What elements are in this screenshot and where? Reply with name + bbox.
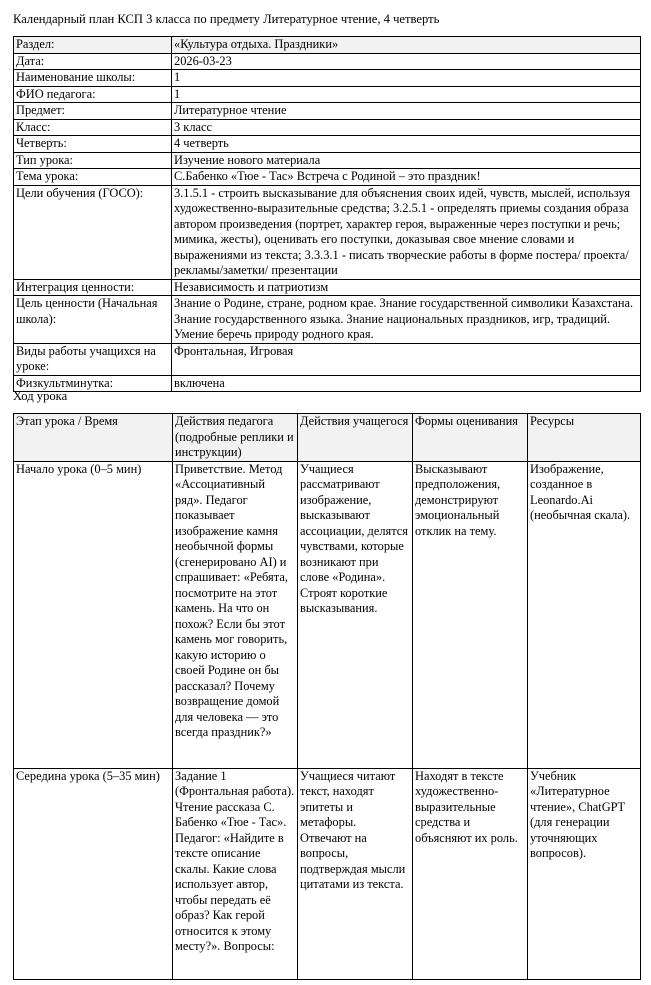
info-value: Литературное чтение	[172, 103, 641, 120]
flow-teacher-actions: Приветствие. Метод «Ассоциативный ряд». Педагог показывает изображение камня необычной формы (сгенерировано AI) и спрашивает: «Ребята, посмотрите на этот камень. На что он похож? Если бы этот камень мог говорить, какую историю о своей Родине он бы рассказал? Почему возвращение домой для человека — это всегда праздник?»	[173, 461, 298, 768]
info-label: Тип урока:	[14, 152, 172, 169]
flow-header-row	[14, 414, 641, 462]
info-value: С.Бабенко «Тюе - Тас» Встреча с Родиной – это праздник!	[172, 169, 641, 186]
info-row	[14, 53, 641, 70]
info-value: 1	[172, 70, 641, 87]
info-row	[14, 119, 641, 136]
info-row	[14, 70, 641, 87]
info-value: 3.1.5.1 - строить высказывание для объяснения своих идей, чувств, мыслей, используя художественно-выразительные средства; 3.2.5.1 - определять приемы создания образа автором произведения (портрет, характер героя, выраженные через поступки и речь; мимика, жесты), оценивать его поступки, доказывая свое мнение словами и выражениями из текста; 3.3.3.1 - писать творческие работы в форме постера/ проекта/ рекламы/заметки/ презентации	[172, 185, 641, 279]
header-teacher: Действия педагога (подробные реплики и инструкции)	[173, 414, 298, 462]
flow-student-actions: Учащиеся рассматривают изображение, высказывают ассоциации, делятся чувствами, которые возникают при слове «Родина». Строят короткие высказывания.	[298, 461, 413, 768]
flow-stage: Середина урока (5–35 мин)	[14, 768, 173, 979]
lesson-flow-table	[13, 413, 641, 980]
info-value: 1	[172, 86, 641, 103]
flow-resources: Учебник «Литературное чтение», ChatGPT (для генерации уточняющих вопросов).	[528, 768, 641, 979]
info-row	[14, 103, 641, 120]
info-row	[14, 296, 641, 344]
info-row	[14, 152, 641, 169]
info-value: 3 класс	[172, 119, 641, 136]
info-value: 4 четверть	[172, 136, 641, 153]
info-label: Дата:	[14, 53, 172, 70]
header-resources: Ресурсы	[528, 414, 641, 462]
info-row	[14, 169, 641, 186]
flow-teacher-actions: Задание 1 (Фронтальная работа). Чтение рассказа С. Бабенко «Тюе - Тас». Педагог: «Найдите в тексте описание скалы. Какие слова использует автор, чтобы передать её образ? Как герой относится к этому месту?». Вопросы:	[173, 768, 298, 979]
document-title: Календарный план КСП 3 класса по предмету Литературное чтение, 4 четверть	[13, 12, 440, 26]
info-row	[14, 279, 641, 296]
header-students: Действия учащегося	[298, 414, 413, 462]
info-label: Интеграция ценности:	[14, 279, 172, 296]
info-value: включена	[172, 375, 641, 392]
info-label: Тема урока:	[14, 169, 172, 186]
info-label: ФИО педагога:	[14, 86, 172, 103]
info-row	[14, 375, 641, 392]
flow-stage: Начало урока (0–5 мин)	[14, 461, 173, 768]
header-stage: Этап урока / Время	[14, 414, 173, 462]
info-label: Раздел:	[14, 37, 172, 54]
flow-assessment: Находят в тексте художественно-выразительные средства и объясняют их роль.	[413, 768, 528, 979]
info-label: Цели обучения (ГОСО):	[14, 185, 172, 279]
info-label: Виды работы учащихся на уроке:	[14, 343, 172, 375]
info-label: Цель ценности (Начальная школа):	[14, 296, 172, 344]
flow-row	[14, 461, 641, 768]
info-label: Наименование школы:	[14, 70, 172, 87]
info-row	[14, 185, 641, 279]
flow-assessment: Высказывают предположения, демонстрируют эмоциональный отклик на тему.	[413, 461, 528, 768]
info-value: Знание о Родине, стране, родном крае. Знание государственной символики Казахстана. Знание государственного языка. Знание национальных праздников, игр, традиций. Умение беречь природу родного края.	[172, 296, 641, 344]
info-row	[14, 136, 641, 153]
header-assessment: Формы оценивания	[413, 414, 528, 462]
flow-student-actions: Учащиеся читают текст, находят эпитеты и метафоры. Отвечают на вопросы, подтверждая мысли цитатами из текста.	[298, 768, 413, 979]
info-value: Независимость и патриотизм	[172, 279, 641, 296]
info-row-section	[14, 37, 641, 54]
info-label: Предмет:	[14, 103, 172, 120]
lesson-info-table	[13, 36, 641, 392]
info-value: Фронтальная, Игровая	[172, 343, 641, 375]
info-label: Физкультминутка:	[14, 375, 172, 392]
flow-resources: Изображение, созданное в Leonardo.Ai (необычная скала).	[528, 461, 641, 768]
info-label: Четверть:	[14, 136, 172, 153]
lesson-flow-title: Ход урока	[13, 389, 68, 403]
info-label: Класс:	[14, 119, 172, 136]
info-value: «Культура отдыха. Праздники»	[172, 37, 641, 54]
info-value: 2026-03-23	[172, 53, 641, 70]
flow-row	[14, 768, 641, 979]
info-value: Изучение нового материала	[172, 152, 641, 169]
info-row	[14, 343, 641, 375]
info-row	[14, 86, 641, 103]
